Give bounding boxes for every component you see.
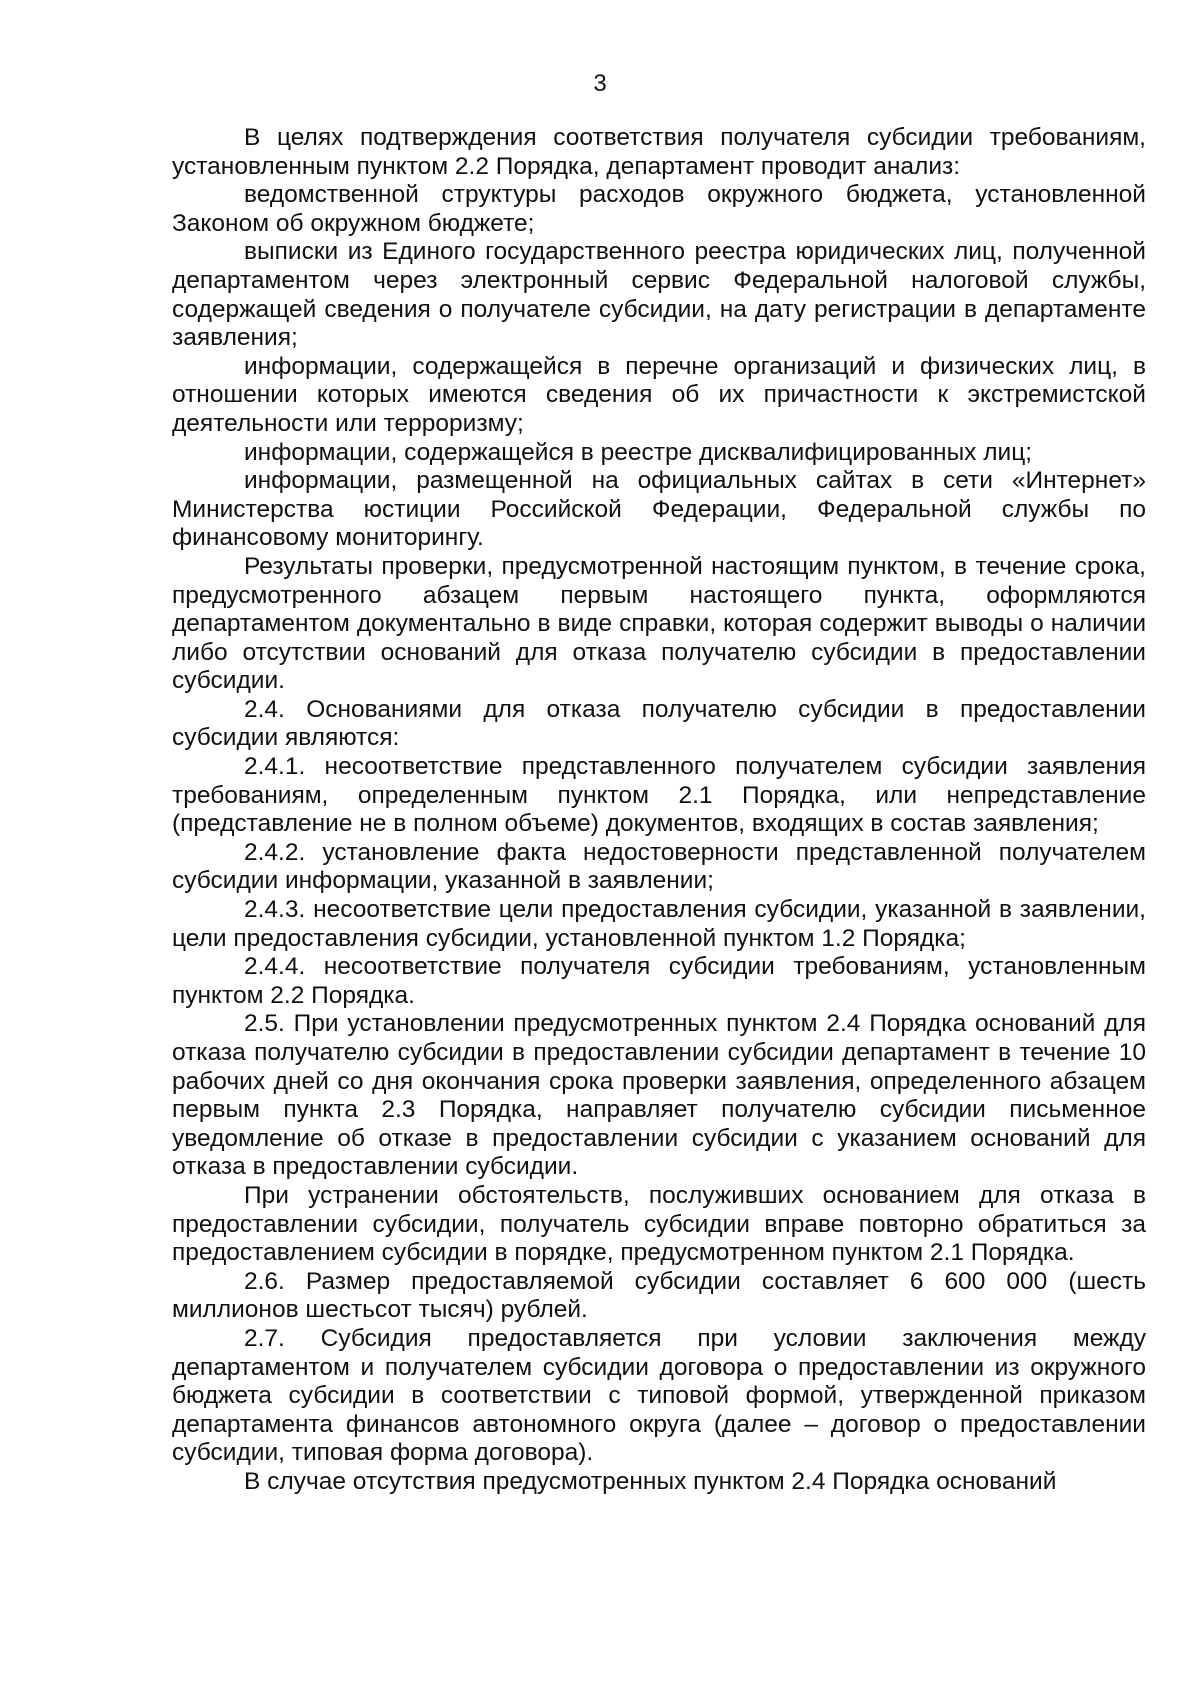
paragraph-absence-of-grounds: В случае отсутствия предусмотренных пунктом 2.4 Порядка оснований: [244, 1467, 1057, 1495]
paragraph-official-sites: информации, размещенной на официальных сайтах в сети «Интернет» Министерства юстиции Российской Федерации, Федеральной службы по финансовому мониторингу.: [172, 467, 1146, 552]
paragraph-section-2-7: 2.7. Субсидия предоставляется при условии заключения между департаментом и получателем субсидии договора о предоставлении из окружного бюджета субсидии в соответствии с типовой формой, утвержденной приказом департамента финансов автономного округа (далее – договор о предоставлении субсидии, типовая форма договора).: [172, 1324, 1146, 1467]
paragraph-section-2-4-2: 2.4.2. установление факта недостоверности представленной получателем субсидии информации, указанной в заявлении;: [172, 838, 1146, 895]
paragraph-registry-extract: выписки из Единого государственного реестра юридических лиц, полученной департаментом через электронный сервис Федеральной налоговой службы, содержащей сведения о получателе субсидии, на дату регистрации в департаменте заявления;: [172, 238, 1146, 352]
document-body: [172, 124, 1146, 1497]
paragraph-reapplication: При устранении обстоятельств, послуживших основанием для отказа в предоставлении субсидии, получатель субсидии вправе повторно обратиться за предоставлением субсидии в порядке, предусмотренном пунктом 2.1 Порядка.: [172, 1181, 1146, 1267]
page-number: 3: [593, 70, 607, 97]
paragraph-section-2-4-3: 2.4.3. несоответствие цели предоставления субсидии, указанной в заявлении, цели предоставления субсидии, установленной пунктом 1.2 Порядка;: [172, 896, 1146, 952]
paragraph-budget-structure: ведомственной структуры расходов окружного бюджета, установленной Законом об окружном бюджете;: [172, 181, 1146, 237]
paragraph-section-2-4-1: 2.4.1. несоответствие представленного получателем субсидии заявления требованиям, определенным пунктом 2.1 Порядка, или непредставление (представление не в полном объеме) документов, входящих в состав заявления;: [172, 753, 1146, 838]
paragraph-disqualified-registry: информации, содержащейся в реестре дисквалифицированных лиц;: [244, 438, 1033, 466]
paragraph-section-2-4-4: 2.4.4. несоответствие получателя субсидии требованиям, установленным пунктом 2.2 Порядка.: [172, 953, 1146, 1009]
paragraph-verification-intro: В целях подтверждения соответствия получателя субсидии требованиям, установленным пунктом 2.2 Порядка, департамент проводит анализ:: [172, 124, 1146, 180]
paragraph-section-2-5: 2.5. При установлении предусмотренных пунктом 2.4 Порядка оснований для отказа получателю субсидии в предоставлении субсидии департамент в течение 10 рабочих дней со дня окончания срока проверки заявления, определенного абзацем первым пункта 2.3 Порядка, направляет получателю субсидии письменное уведомление об отказе в предоставлении субсидии с указанием оснований для отказа в предоставлении субсидии.: [172, 1010, 1146, 1181]
paragraph-section-2-6: 2.6. Размер предоставляемой субсидии составляет 6 600 000 (шесть миллионов шестьсот тысяч) рублей.: [172, 1267, 1146, 1324]
paragraph-extremism-list: информации, содержащейся в перечне организаций и физических лиц, в отношении которых имеются сведения об их причастности к экстремистской деятельности или терроризму;: [172, 352, 1146, 437]
paragraph-verification-results: Результаты проверки, предусмотренной настоящим пунктом, в течение срока, предусмотренного абзацем первым настоящего пункта, оформляются департаментом документально в виде справки, которая содержит выводы о наличии либо отсутствии оснований для отказа получателю субсидии в предоставлении субсидии.: [172, 552, 1146, 695]
paragraph-section-2-4: 2.4. Основаниями для отказа получателю субсидии в предоставлении субсидии являются:: [172, 695, 1146, 752]
